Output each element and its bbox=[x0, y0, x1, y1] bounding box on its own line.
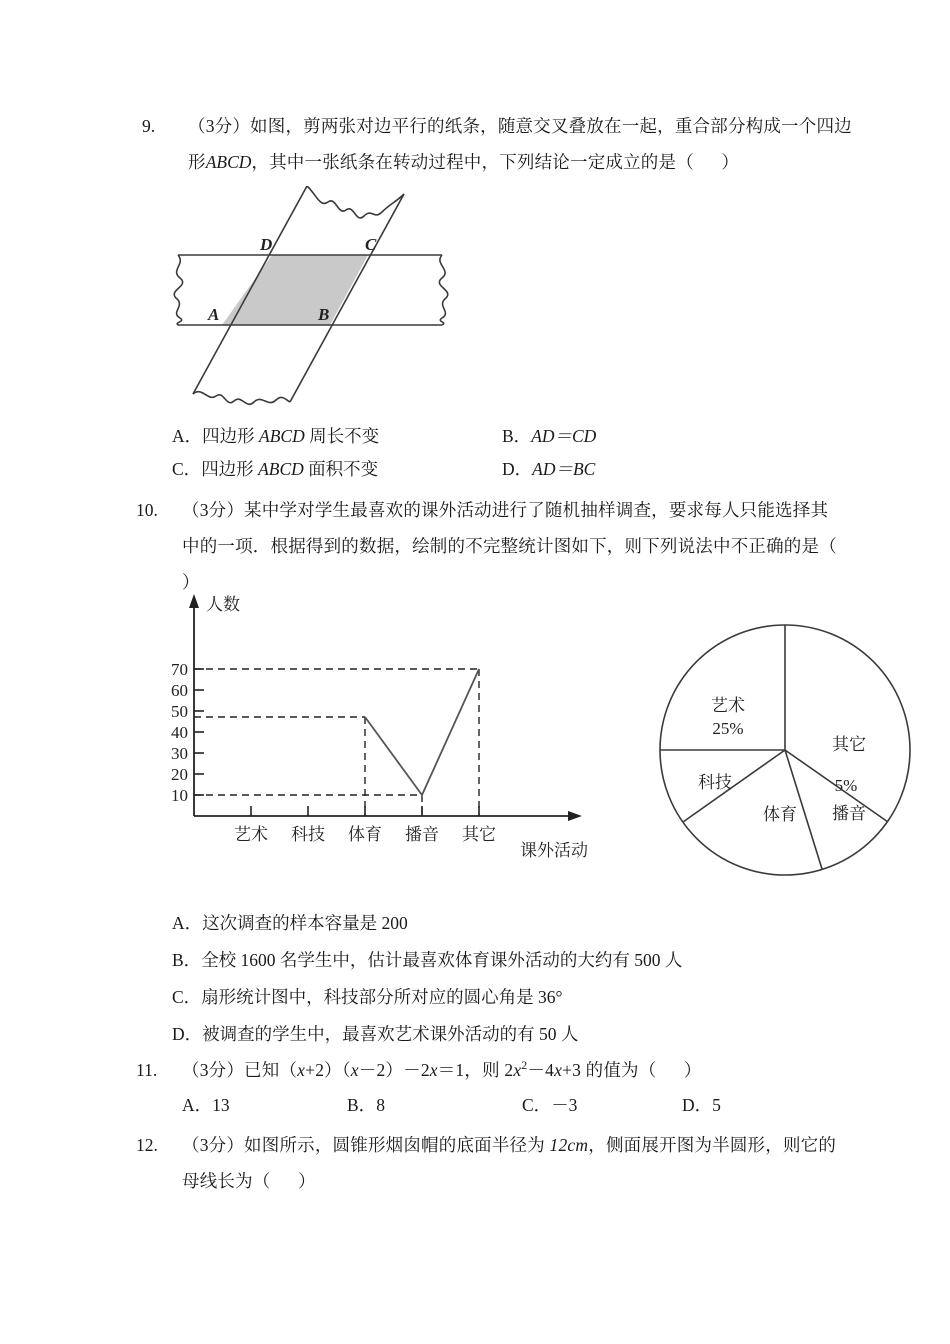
option-a-text-pre: 四边形 bbox=[202, 426, 260, 446]
svg-text:50: 50 bbox=[171, 702, 188, 721]
question-9-number: 9. bbox=[142, 116, 156, 136]
svg-text:40: 40 bbox=[171, 723, 188, 742]
option-b-key: B． bbox=[347, 1095, 377, 1115]
question-11-option-c[interactable] bbox=[522, 1088, 682, 1122]
option-b-text: 全校 1600 名学生中，估计最喜欢体育课外活动的大约有 500 人 bbox=[201, 950, 683, 970]
torn-edge-left bbox=[174, 255, 182, 325]
y-axis-ticks bbox=[194, 669, 204, 795]
question-9-text-line-1: （3分）如图，剪两张对边平行的纸条，随意交叉叠放在一起，重合部分构成一个四边 bbox=[188, 116, 852, 136]
pie-label-broadcast-percent: 5% bbox=[834, 776, 858, 795]
question-12-text-line-1 bbox=[182, 1127, 836, 1163]
expr-var-2: x bbox=[350, 1060, 359, 1080]
question-10-text-line-2: 中的一项．根据得到的数据，绘制的不完整统计图如下，则下列说法中不正确的是（ bbox=[182, 536, 837, 556]
option-d-text: 5 bbox=[712, 1095, 721, 1115]
question-11-option-a[interactable] bbox=[182, 1088, 347, 1122]
expr-exponent: 2 bbox=[521, 1058, 528, 1073]
line-chart bbox=[150, 588, 620, 888]
option-a-text-post: 周长不变 bbox=[304, 426, 380, 446]
question-10-text-line-1: （3分）某中学对学生最喜欢的课外活动进行了随机抽样调查，要求每人只能选择其 bbox=[182, 500, 829, 520]
question-10-line-2 bbox=[136, 528, 836, 564]
pie-label-sports: 体育 bbox=[763, 805, 797, 824]
option-a-text: 13 bbox=[212, 1095, 230, 1115]
y-axis-arrow bbox=[189, 594, 199, 608]
svg-text:60: 60 bbox=[171, 681, 188, 700]
svg-text:科技: 科技 bbox=[291, 825, 325, 844]
question-11-line-1 bbox=[136, 1052, 836, 1088]
question-10-option-a[interactable] bbox=[172, 905, 872, 942]
option-c-italic: ABCD bbox=[258, 459, 304, 479]
vertex-label-a: A bbox=[208, 305, 220, 324]
option-b-key: B． bbox=[502, 426, 532, 446]
torn-edge-bottom bbox=[193, 392, 290, 405]
question-9-option-a[interactable] bbox=[172, 420, 502, 453]
question-11-expression bbox=[182, 1052, 702, 1088]
svg-text:20: 20 bbox=[171, 765, 188, 784]
option-c-text-post: 面积不变 bbox=[303, 459, 379, 479]
question-10-text-line-3: ） bbox=[182, 572, 200, 592]
expr-var-4: x bbox=[513, 1060, 522, 1080]
question-9-option-row-2 bbox=[172, 453, 832, 486]
svg-text:10: 10 bbox=[171, 786, 188, 805]
y-axis-title: 人数 bbox=[206, 595, 240, 614]
expr-part-e: －4 bbox=[527, 1060, 555, 1080]
expr-part-a: （3分）已知（ bbox=[182, 1060, 298, 1080]
question-9-options bbox=[172, 420, 832, 486]
option-d-key: D． bbox=[172, 1024, 203, 1044]
question-9-option-c[interactable] bbox=[172, 453, 502, 486]
question-9-line-1 bbox=[142, 108, 852, 144]
option-b-text: 8 bbox=[376, 1095, 385, 1115]
option-a-key: A． bbox=[172, 426, 203, 446]
question-9-text-line-2-pre: 形 bbox=[188, 152, 206, 172]
pie-label-other: 其它 bbox=[832, 735, 866, 754]
question-9-text-line-2-post: ，其中一张纸条在转动过程中，下列结论一定成立的是（ ） bbox=[251, 152, 740, 172]
shaded-parallelogram-abcd bbox=[222, 255, 368, 325]
option-c-text: －3 bbox=[551, 1095, 578, 1115]
question-12-line-2 bbox=[136, 1163, 836, 1199]
option-c-key: C． bbox=[172, 987, 202, 1007]
x-axis-tick-labels bbox=[234, 824, 496, 844]
expr-var-1: x bbox=[297, 1060, 306, 1080]
q12-radius-value: 12cm bbox=[549, 1135, 589, 1155]
svg-text:艺术: 艺术 bbox=[234, 825, 268, 844]
pie-label-tech: 科技 bbox=[698, 773, 732, 792]
x-axis-arrow bbox=[568, 811, 582, 821]
svg-text:其它: 其它 bbox=[462, 825, 496, 844]
pie-label-art: 艺术 bbox=[711, 696, 745, 715]
question-9 bbox=[142, 108, 852, 180]
pie-label-broadcast: 播音 bbox=[832, 804, 866, 823]
question-9-figure bbox=[160, 186, 460, 411]
option-b-italic: AD＝CD bbox=[531, 426, 597, 446]
question-11 bbox=[136, 1052, 836, 1122]
question-11-option-d[interactable] bbox=[682, 1088, 721, 1122]
option-a-key: A． bbox=[182, 1095, 213, 1115]
question-10-line-1 bbox=[136, 492, 836, 528]
option-c-text: 扇形统计图中，科技部分所对应的圆心角是 36° bbox=[201, 987, 563, 1007]
question-10-option-d[interactable] bbox=[172, 1016, 872, 1053]
x-axis-title: 课外活动 bbox=[520, 841, 588, 860]
question-12 bbox=[136, 1127, 836, 1199]
option-a-text: 这次调查的样本容量是 200 bbox=[202, 913, 408, 933]
svg-text:体育: 体育 bbox=[348, 825, 382, 844]
question-12-text-line-2: 母线长为（ ） bbox=[182, 1171, 316, 1191]
q12-text-post: ，侧面展开图为半圆形，则它的 bbox=[588, 1135, 837, 1155]
question-12-line-1 bbox=[136, 1127, 836, 1163]
question-10-option-b[interactable] bbox=[172, 942, 872, 979]
expr-var-3: x bbox=[429, 1060, 438, 1080]
chart-guide-lines bbox=[194, 669, 479, 816]
question-11-number: 11. bbox=[136, 1060, 158, 1080]
option-b-key: B． bbox=[172, 950, 202, 970]
question-9-option-d[interactable] bbox=[502, 453, 595, 486]
question-10-number: 10. bbox=[136, 500, 158, 520]
question-10-options bbox=[172, 905, 872, 1053]
svg-text:播音: 播音 bbox=[405, 825, 439, 844]
option-d-key: D． bbox=[502, 459, 533, 479]
vertex-label-d: D bbox=[260, 235, 273, 254]
vertex-label-b: B bbox=[318, 305, 330, 324]
option-a-key: A． bbox=[172, 913, 203, 933]
question-11-options bbox=[136, 1088, 836, 1122]
pie-label-art-percent: 25% bbox=[712, 719, 744, 738]
question-9-line-2 bbox=[142, 144, 832, 180]
question-10-option-c[interactable] bbox=[172, 979, 872, 1016]
svg-text:30: 30 bbox=[171, 744, 188, 763]
option-a-italic: ABCD bbox=[259, 426, 305, 446]
torn-edge-top bbox=[307, 186, 404, 218]
expr-part-b: +2）（ bbox=[305, 1060, 351, 1080]
option-d-text: 被调查的学生中，最喜欢艺术课外活动的有 50 人 bbox=[202, 1024, 579, 1044]
pie-slice-labels bbox=[698, 696, 866, 824]
option-c-key: C． bbox=[172, 459, 202, 479]
option-d-key: D． bbox=[682, 1095, 713, 1115]
y-axis-tick-labels bbox=[171, 660, 188, 805]
question-9-option-row-1 bbox=[172, 420, 832, 453]
question-9-quad-label: ABCD bbox=[205, 152, 252, 172]
option-c-text-pre: 四边形 bbox=[201, 459, 259, 479]
option-c-key: C． bbox=[522, 1095, 552, 1115]
question-12-number: 12. bbox=[136, 1135, 158, 1155]
torn-edge-right bbox=[439, 255, 447, 325]
expr-part-c: －2）－2 bbox=[358, 1060, 430, 1080]
pie-chart bbox=[640, 588, 930, 888]
question-10 bbox=[136, 492, 836, 600]
vertex-label-c: C bbox=[365, 235, 377, 254]
question-10-figures bbox=[150, 588, 930, 888]
q12-text-pre: （3分）如图所示，圆锥形烟囱帽的底面半径为 bbox=[182, 1135, 550, 1155]
svg-text:70: 70 bbox=[171, 660, 188, 679]
option-d-italic: AD＝BC bbox=[532, 459, 596, 479]
data-line-series bbox=[365, 669, 479, 795]
expr-part-d: ＝1，则 2 bbox=[437, 1060, 514, 1080]
expr-part-f: +3 的值为（ ） bbox=[562, 1060, 702, 1080]
question-11-option-b[interactable] bbox=[347, 1088, 522, 1122]
expr-var-5: x bbox=[554, 1060, 563, 1080]
question-9-option-b[interactable] bbox=[502, 420, 596, 453]
paper-strips-diagram bbox=[160, 186, 460, 411]
